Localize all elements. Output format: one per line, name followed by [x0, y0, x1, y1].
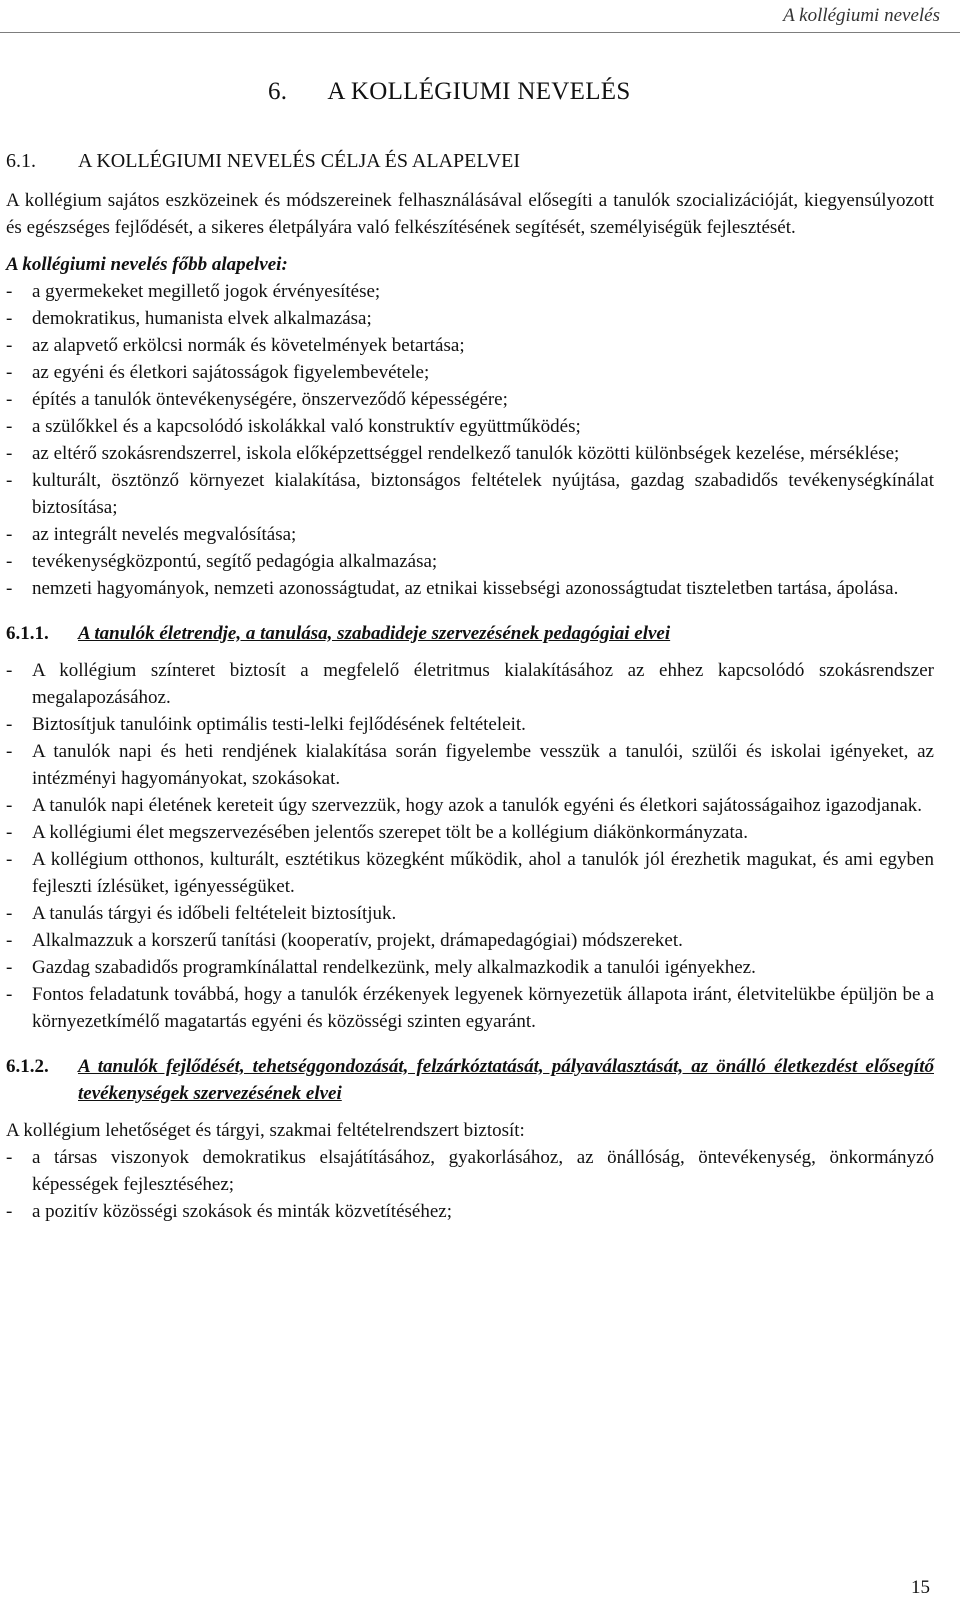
list-item: - A tanulás tárgyi és időbeli feltételeit biztosítjuk.	[6, 900, 934, 927]
subsection1-title: A tanulók életrendje, a tanulása, szabadideje szervezésének pedagógiai elvei	[78, 623, 671, 644]
subsection1-number: 6.1.1.	[6, 623, 49, 644]
list-item: - Fontos feladatunk továbbá, hogy a tanulók érzékenyek legyenek környezetük állapota iránt, életvitelükbe épüljön be a környezetkímélő magatartás egyéni és közösségi szinten egyaránt.	[6, 981, 934, 1035]
subsection1-heading	[6, 620, 934, 647]
list-item: - A kollégiumi élet megszervezésében jelentős szerepet tölt be a kollégium diákönkormányzata.	[6, 819, 934, 846]
list-item: - az alapvető erkölcsi normák és követelmények betartása;	[6, 332, 934, 359]
chapter-title	[268, 78, 631, 105]
principles-list	[6, 278, 934, 602]
list-item: - Biztosítjuk tanulóink optimális testi-lelki fejlődésének feltételeit.	[6, 711, 934, 738]
subsection1-list	[6, 657, 934, 1035]
list-item: - Alkalmazzuk a korszerű tanítási (kooperatív, projekt, drámapedagógiai) módszereket.	[6, 927, 934, 954]
list-item: - Gazdag szabadidős programkínálattal rendelkezünk, mely alkalmazkodik a tanulói igényekhez.	[6, 954, 934, 981]
list-item: - a szülőkkel és a kapcsolódó iskolákkal való konstruktív együttműködés;	[6, 413, 934, 440]
list-item: - demokratikus, humanista elvek alkalmazása;	[6, 305, 934, 332]
list-item: - a gyermekeket megillető jogok érvényesítése;	[6, 278, 934, 305]
list-item: - építés a tanulók öntevékenységére, önszerveződő képességére;	[6, 386, 934, 413]
list-item: - az egyéni és életkori sajátosságok figyelembevétele;	[6, 359, 934, 386]
chapter-number: 6.	[268, 78, 288, 105]
list-item: - A kollégium színteret biztosít a megfelelő életritmus kialakításához az ehhez kapcsolódó szokásrendszer megalapozásához.	[6, 657, 934, 711]
list-item: - a pozitív közösségi szokások és minták közvetítéséhez;	[6, 1198, 934, 1225]
list-item: - A kollégium otthonos, kulturált, esztétikus közegként működik, ahol a tanulók jól érezhetik magukat, és ami egyben fejleszti ízlésüket, igényességüket.	[6, 846, 934, 900]
chapter-title-text: A KOLLÉGIUMI NEVELÉS	[327, 78, 631, 105]
running-header: A kollégiumi nevelés	[783, 5, 940, 26]
subsection2-heading	[6, 1053, 934, 1107]
subsection2-list	[6, 1144, 934, 1225]
list-item: - nemzeti hagyományok, nemzeti azonosságtudat, az etnikai kissebségi azonosságtudat tiszteletben tartása, ápolása.	[6, 575, 934, 602]
section-intro: A kollégium sajátos eszközeinek és módszereinek felhasználásával elősegíti a tanulók szocializációját, kiegyensúlyozott és egészséges fejlődését, a sikeres életpályára való felkészítésének segítését, személyiségük fejlesztését.	[6, 190, 934, 238]
section-title: A KOLLÉGIUMI NEVELÉS CÉLJA ÉS ALAPELVEI	[78, 150, 521, 172]
page-number: 15	[911, 1577, 930, 1598]
header-rule	[0, 32, 960, 33]
subsection2-title: A tanulók fejlődését, tehetséggondozását, felzárkóztatását, pályaválasztását, az önálló életkezdést elősegítő tevékenységek szervezésének elvei	[78, 1056, 934, 1104]
principles-heading: A kollégiumi nevelés főbb alapelvei:	[6, 254, 288, 275]
document-body	[6, 148, 934, 1225]
list-item: - az eltérő szokásrendszerrel, iskola előképzettséggel rendelkező tanulók közötti különbségek kezelése, mérséklése;	[6, 440, 934, 467]
section-heading	[6, 148, 934, 175]
section-number: 6.1.	[6, 150, 36, 172]
list-item: - A tanulók napi életének kereteit úgy szervezzük, hogy azok a tanulók egyéni és életkori sajátosságaihoz igazodjanak.	[6, 792, 934, 819]
subsection2-number: 6.1.2.	[6, 1056, 49, 1077]
subsection2-intro: A kollégium lehetőséget és tárgyi, szakmai feltételrendszert biztosít:	[6, 1120, 525, 1141]
list-item: - tevékenységközpontú, segítő pedagógia alkalmazása;	[6, 548, 934, 575]
list-item: - az integrált nevelés megvalósítása;	[6, 521, 934, 548]
list-item: - a társas viszonyok demokratikus elsajátításához, gyakorlásához, az önállóság, öntevékenység, önkormányzó képességek fejlesztéséhez;	[6, 1144, 934, 1198]
list-item: - A tanulók napi és heti rendjének kialakítása során figyelembe vesszük a tanulói, szülői és iskolai igényeket, az intézményi hagyományokat, szokásokat.	[6, 738, 934, 792]
list-item: - kulturált, ösztönző környezet kialakítása, biztonságos feltételek nyújtása, gazdag szabadidős tevékenységkínálat biztosítása;	[6, 467, 934, 521]
